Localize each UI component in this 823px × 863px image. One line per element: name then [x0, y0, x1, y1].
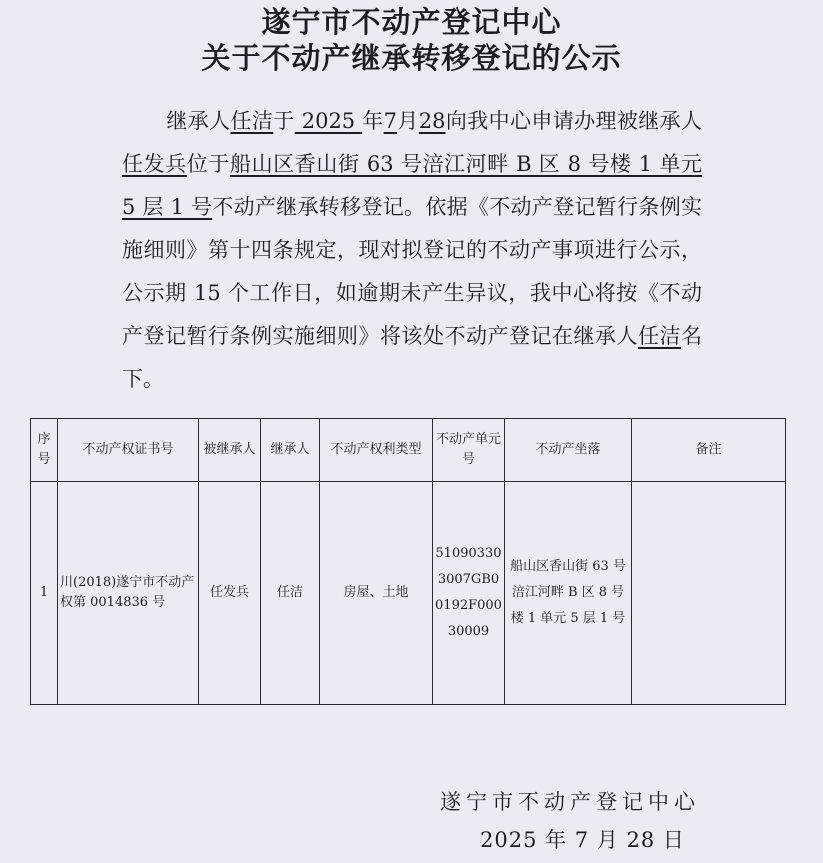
title-line-2: 关于不动产继承转移登记的公示 [201, 41, 622, 75]
header-heir: 继承人 [261, 419, 320, 482]
notice-text: 年 [362, 109, 384, 133]
header-decedent: 被继承人 [199, 419, 261, 482]
application-year: 2025 [294, 109, 363, 133]
cell-heir: 任洁 [261, 482, 320, 705]
cell-location: 船山区香山街 63 号涪江河畔 B 区 8 号楼 1 单元 5 层 1 号 [505, 482, 632, 705]
header-right-type: 不动产权利类型 [320, 419, 433, 482]
title-line-1: 遂宁市不动产登记中心 [261, 5, 562, 39]
cell-remark [632, 482, 786, 705]
heir-name: 任洁 [230, 109, 274, 133]
application-day: 28 [418, 109, 446, 133]
table-header-row [31, 419, 786, 482]
notice-text: 不动产继承转移登记。依据《不动产登记暂行条例实施细则》第十四条规定，现对拟登记的不动产事项进行公示，公示期 15 个工作日，如逾期未产生异议，我中心将按《不动产登记暂行条例实施细则》将该处不动产登记在继承人 [122, 195, 703, 348]
cell-unit-no: 510903303007GB00192F00030009 [433, 482, 505, 705]
notice-text: 于 [273, 109, 295, 133]
cell-right-type: 房屋、土地 [320, 482, 433, 705]
notice-text: 月 [397, 109, 419, 133]
header-location: 不动产坐落 [505, 419, 632, 482]
cell-decedent: 任发兵 [199, 482, 261, 705]
registration-table [30, 418, 786, 705]
cell-seq: 1 [31, 482, 58, 705]
notice-text: 位于 [186, 152, 230, 176]
heir-name-2: 任洁 [638, 324, 681, 348]
application-month: 7 [383, 109, 397, 133]
header-cert-no: 不动产权证书号 [58, 419, 199, 482]
cell-cert-no: 川(2018)遂宁市不动产权第 0014836 号 [58, 482, 199, 705]
header-unit-no: 不动产单元号 [433, 419, 505, 482]
table-row [31, 482, 786, 705]
decedent-name: 任发兵 [122, 152, 187, 176]
property-location: 船山区香山街 63 号涪江河畔 B 区 8 号楼 1 单元 5 层 1 号 [122, 152, 703, 219]
notice-text: 向我中心申请办理被继承人 [445, 109, 703, 133]
issuer-name: 遂宁市不动产登记中心 [440, 790, 700, 814]
header-seq: 序号 [31, 419, 58, 482]
issue-date: 2025 年 7 月 28 日 [480, 828, 685, 852]
notice-body [122, 100, 702, 401]
notice-text: 继承人 [166, 109, 231, 133]
header-remark: 备注 [632, 419, 786, 482]
notice-text: 名下。 [122, 324, 702, 391]
